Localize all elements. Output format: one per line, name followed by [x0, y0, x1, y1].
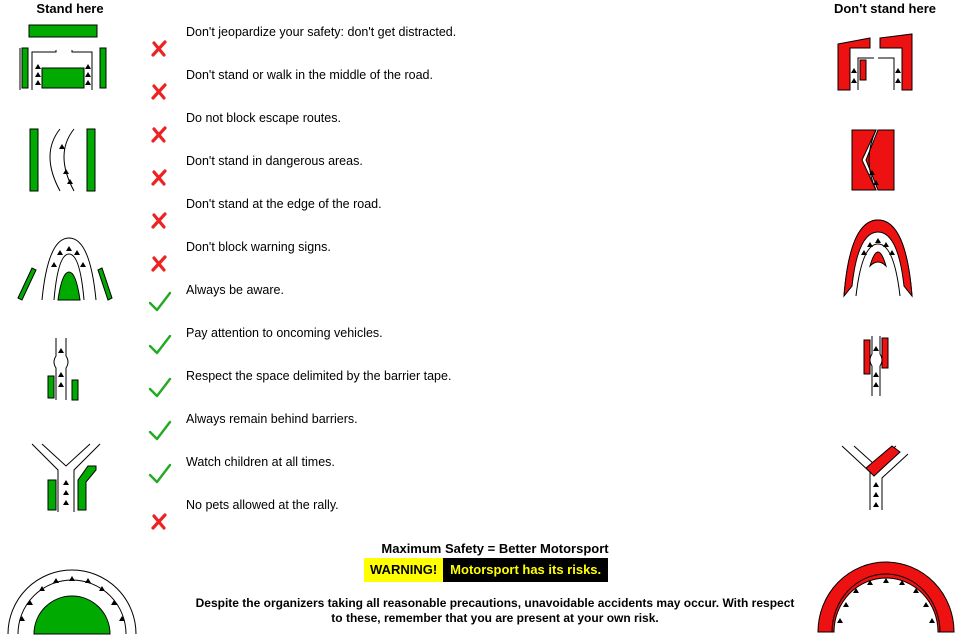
dont-stand-diagram-chicane: [856, 334, 896, 398]
rule-text: Don't block warning signs.: [186, 240, 331, 254]
dont-stand-diagram-straight-road: [832, 30, 918, 98]
rule-item: [148, 326, 668, 356]
rule-item: [148, 68, 668, 98]
cross-icon: [148, 248, 172, 272]
dont-stand-diagram-roundabout: [814, 544, 958, 638]
stand-here-diagram-roundabout: [6, 556, 138, 636]
warning-label: WARNING!: [364, 558, 443, 582]
cross-icon: [148, 506, 172, 530]
rule-item: [148, 154, 668, 184]
rule-item: [148, 240, 668, 270]
stand-here-diagram-curve: [22, 124, 102, 196]
rule-text: No pets allowed at the rally.: [186, 498, 339, 512]
check-icon: [148, 375, 172, 399]
rule-text: Always be aware.: [186, 283, 284, 297]
rule-text: Watch children at all times.: [186, 455, 335, 469]
rule-text: Respect the space delimited by the barrier tape.: [186, 369, 452, 383]
rule-text: Don't stand or walk in the middle of the road.: [186, 68, 433, 82]
check-icon: [148, 289, 172, 313]
rule-text: Don't stand in dangerous areas.: [186, 154, 363, 168]
stand-here-diagram-hairpin: [14, 228, 114, 304]
dont-stand-here-heading: Don't stand here: [833, 1, 937, 16]
rule-item: [148, 25, 668, 55]
rule-text: Always remain behind barriers.: [186, 412, 358, 426]
stand-here-diagram-chicane: [40, 336, 86, 402]
cross-icon: [148, 119, 172, 143]
rule-text: Don't stand at the edge of the road.: [186, 197, 382, 211]
dont-stand-diagram-junction: [840, 442, 910, 512]
stand-here-heading: Stand here: [36, 1, 104, 16]
stand-here-diagram-straight-road: [14, 20, 110, 96]
footer-title: Maximum Safety = Better Motorsport: [381, 541, 609, 556]
disclaimer-text: Despite the organizers taking all reasonable precautions, unavoidable accidents may occur. With respect to these, remember that you are present at your own risk.: [195, 596, 795, 625]
rule-text: Don't jeopardize your safety: don't get distracted.: [186, 25, 457, 39]
cross-icon: [148, 33, 172, 57]
check-icon: [148, 332, 172, 356]
rule-item: [148, 197, 668, 227]
stand-here-diagram-junction: [30, 440, 102, 514]
rule-item: [148, 283, 668, 313]
rule-item: [148, 369, 668, 399]
check-icon: [148, 418, 172, 442]
warning-bar: [364, 558, 608, 582]
rule-item: [148, 455, 668, 485]
rule-item: [148, 111, 668, 141]
check-icon: [148, 461, 172, 485]
dont-stand-diagram-hairpin: [840, 216, 916, 300]
rule-text: Pay attention to oncoming vehicles.: [186, 326, 383, 340]
dont-stand-diagram-curve: [848, 126, 900, 196]
warning-text: Motorsport has its risks.: [443, 558, 608, 582]
cross-icon: [148, 76, 172, 100]
cross-icon: [148, 205, 172, 229]
rule-text: Do not block escape routes.: [186, 111, 341, 125]
rule-item: [148, 412, 668, 442]
cross-icon: [148, 162, 172, 186]
rule-item: [148, 498, 668, 528]
